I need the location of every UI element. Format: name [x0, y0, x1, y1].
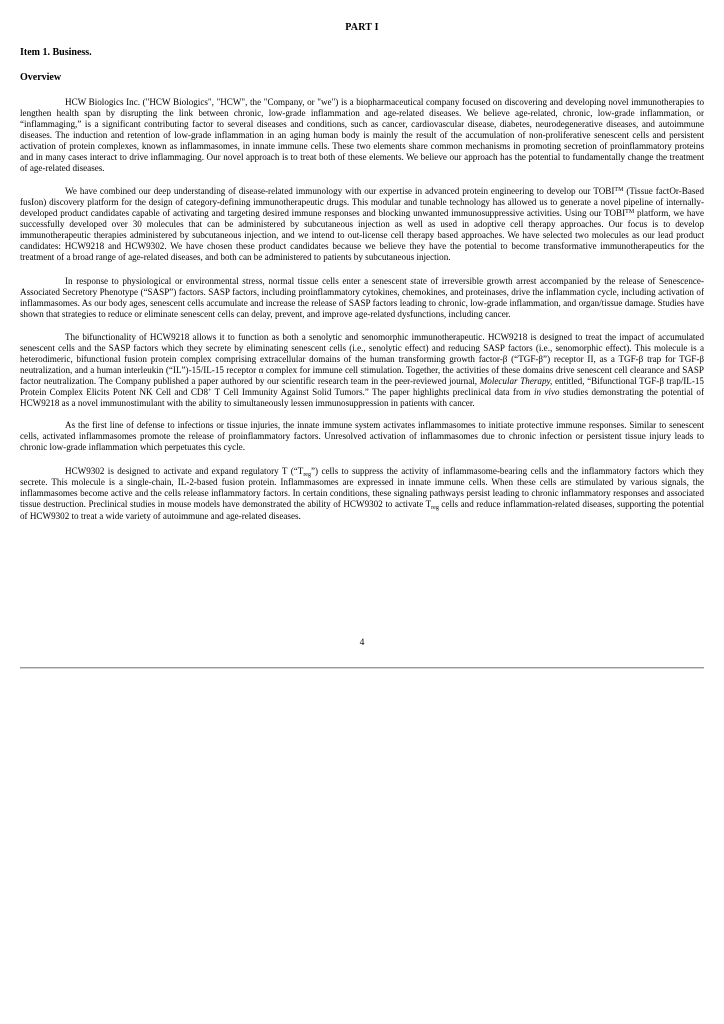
treg-subscript: reg	[431, 505, 439, 512]
trademark-superscript: TM	[614, 186, 624, 193]
paragraph-tobi-platform	[20, 186, 704, 263]
paragraph-text: cells and reduce inflammation-related diseases, supporting the potential of HCW9302 to treat a wide variety of autoimmune and age-related diseases.	[20, 499, 704, 521]
paragraph-text: The bifunctionality of HCW9218 allows it to function as both a senolytic and senomorphic immunotherapeutic. HCW9218 is designed to treat the impact of accumulated senescent cells and the SASP factors which they secrete by eliminating senescent cells (i.e., senolytic effect) and reducing SASP factors (i.e., senomorphic effect). This molecule is a heterodimeric, bifunctional fusion protein complex comprising extracellular domains of the human transforming growth factor-β (“TGF-β”) receptor II, as a TGF-β trap for TGF-β neutralization, and a human interleukin (“IL”)-15/IL-15 receptor α complex for immune cell stimulation. Together, the activities of these domains drive senescent cell clearance and SASP factor neutralization. The Company published a paper authored by our scientific research team in the peer-reviewed journal,	[20, 331, 704, 387]
paragraph-overview-intro: HCW Biologics Inc. ("HCW Biologics", "HCW", the "Company, or "we") is a biopharmaceutical company focused on discovering and developing novel immunotherapies to lengthen health span by disrupting the link between chronic, low-grade inflammation and age-related diseases. We believe age-related, chronic, low-grade inflammation, or “inflammaging,” is a significant contributing factor to several diseases and conditions, such as cancer, cardiovascular disease, diabetes, neurodegenerative diseases, and autoimmune diseases. The induction and retention of low-grade inflammation in an aging human body is mainly the result of the accumulation of non-proliferative senescent cells and persistent activation of protein complexes, known as inflammasomes, in innate immune cells. These two elements share common mechanisms in promoting secretion of proinflammatory proteins and in many cases interact to drive inflammaging. Our novel approach is to treat both of these elements. We believe our approach has the potential to fundamentally change the treatment of age-related diseases.	[20, 97, 704, 174]
page-divider	[20, 667, 704, 669]
paragraph-hcw9302	[20, 466, 704, 521]
paragraph-text: studies demonstrating the potential of HCW9218 as a novel immunostimulant with the ability to simultaneously lessen immunosuppression in patients with cancer.	[20, 387, 704, 409]
journal-title: Molecular Therapy,	[479, 376, 553, 387]
paragraph-text: entitled, “Bifunctional TGF-β trap/IL-15 Protein Complex Elicits Potent NK Cell and CD8	[20, 376, 704, 398]
treg-subscript: reg	[303, 472, 311, 479]
paragraph-text: HCW9302 is designed to activate and expand regulatory T (“T	[65, 466, 304, 477]
in-vivo-italic: in vivo	[533, 387, 560, 398]
trademark-superscript: TM	[625, 208, 635, 215]
page-number: 4	[359, 638, 365, 648]
item-heading: Item 1. Business.	[20, 47, 92, 58]
paragraph-text: We have combined our deep understanding of disease-related immunology with our expertise in advanced protein engineering to develop our TOBI	[65, 185, 615, 196]
body-text	[20, 97, 704, 533]
paragraph-text: (Tissue factOr-Based fusIon) discovery platform for the design of category-defining immunotherapeutic drugs. This modular and tunable technology has allowed us to generate a novel pipeline of internally-developed product candidates capable of activating and targeting desired immune responses and blocking unwanted immunosuppressive activities. Using our TOBI	[20, 185, 704, 218]
paragraph-text: platform, we have successfully developed over 30 molecules that can be administered by subcutaneous injection as well as used in adoptive cell therapy approaches. Our focus is to develop immunotherapeutic therapies administered by subcutaneous injection, and we intend to out-license cell therapy based approaches. We have selected two molecules as our lead product candidates: HCW9218 and HCW9302. We have chosen these product candidates because we believe they have the potential to become transformative immunotherapeutics for the treatment of a broad range of age-related diseases, and both can be administered to patients by subcutaneous injection.	[20, 207, 704, 263]
paragraph-senescence: In response to physiological or environmental stress, normal tissue cells enter a senescent state of irreversible growth arrest accompanied by the release of Senescence-Associated Secretory Phenotype (“SASP”) factors. SASP factors, including proinflammatory cytokines, chemokines, and proteinases, drive the inflammation cycle, including activation of inflammasomes. As our body ages, senescent cells accumulate and increase the release of SASP factors leading to chronic, low-grade inflammation, and organ/tissue damage. Studies have shown that strategies to reduce or eliminate senescent cells can delay, prevent, and improve age-related dysfunctions, including cancer.	[20, 276, 704, 320]
paragraph-text: T Cell Immunity Against Solid Tumors.” The paper highlights preclinical data from	[211, 387, 534, 398]
part-title: PART I	[345, 22, 379, 33]
paragraph-inflammasomes: As the first line of defense to infections or tissue injuries, the innate immune system activates inflammasomes to initiate protective immune responses. Similar to senescent cells, activated inflammasomes promote the release of proinflammatory factors. Unresolved activation of inflammasomes due to chronic infection or persistent tissue injury leads to chronic low-grade inflammation which perpetuates this cycle.	[20, 420, 704, 453]
section-heading: Overview	[20, 72, 62, 83]
paragraph-text: ”) cells to suppress the activity of inflammasome-bearing cells and the inflammatory factors which they secrete. This molecule is a single-chain, IL-2-based fusion protein. Inflammasomes are expressed in innate immune cells. When these cells are stimulated by various signals, the inflammasomes become active and the cells release inflammatory factors. In certain conditions, these signaling pathways persist leading to chronic inflammatory responses and associated tissue destruction. Preclinical studies in mouse models have demonstrated the ability of HCW9302 to activate T	[20, 466, 704, 510]
cd8-superscript: +	[208, 388, 212, 395]
paragraph-hcw9218	[20, 332, 704, 409]
